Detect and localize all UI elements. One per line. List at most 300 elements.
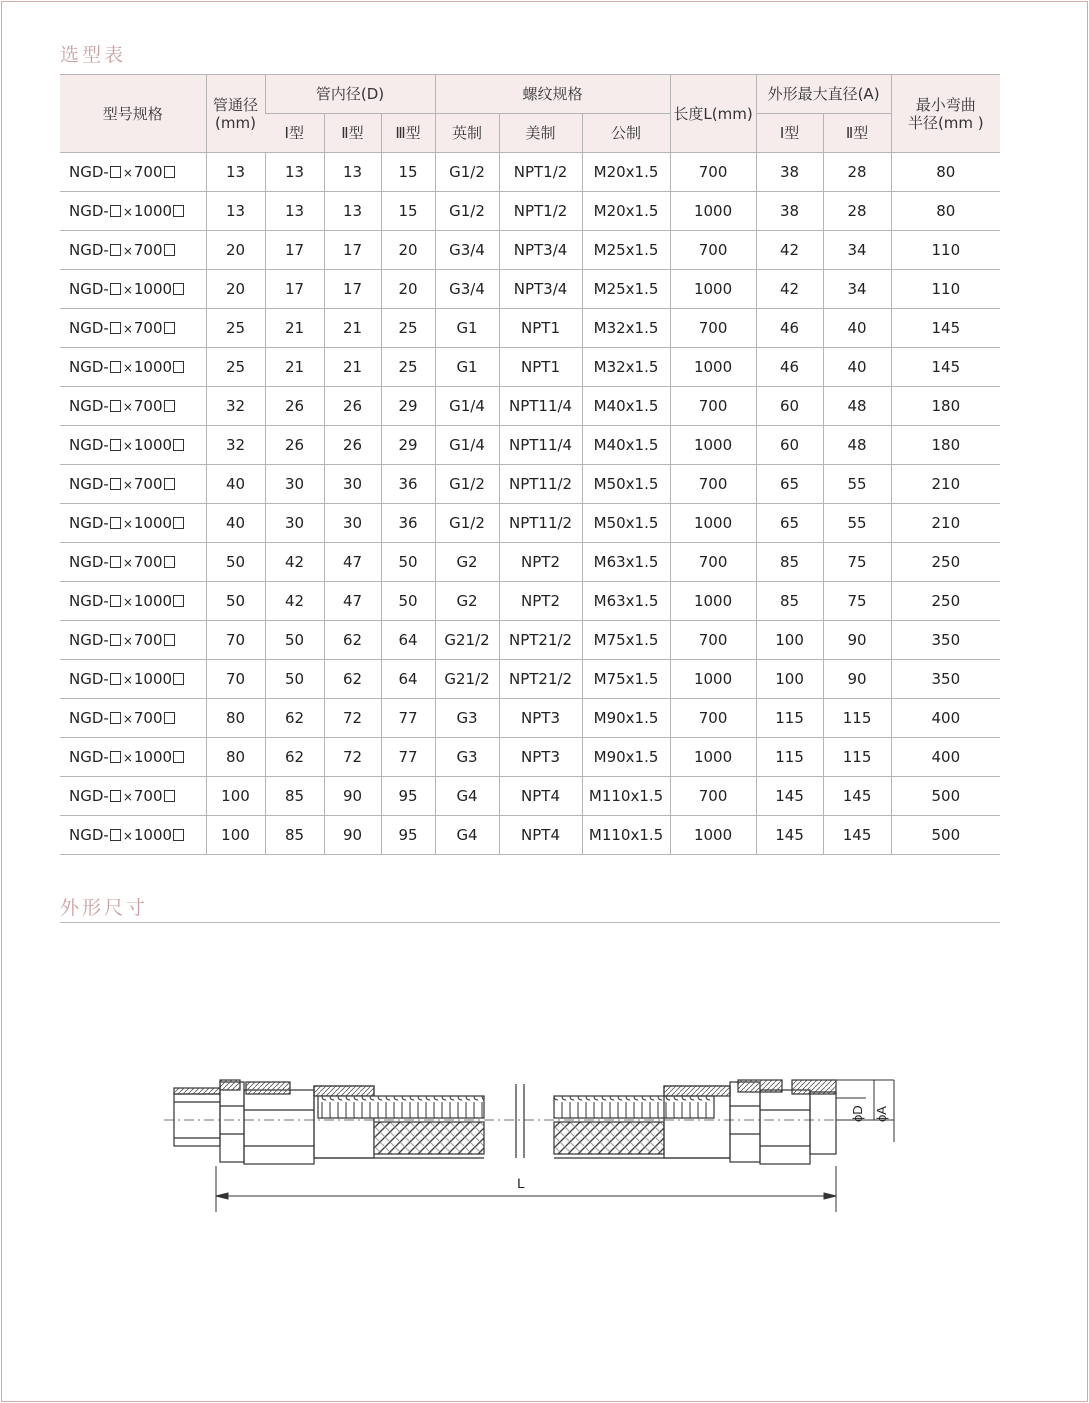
model-cell — [60, 426, 206, 465]
model-length-code: 1000 — [133, 280, 173, 298]
model-prefix: NGD- — [69, 202, 109, 220]
american-cell: NPT11/4 — [499, 426, 582, 465]
model-length-code: 700 — [133, 163, 163, 181]
model-length-code: 700 — [133, 709, 163, 727]
table-row — [60, 582, 1000, 621]
blank-box — [173, 439, 184, 451]
blank-box — [110, 322, 121, 334]
a1-cell: 42 — [756, 231, 823, 270]
a2-cell: 115 — [823, 699, 891, 738]
model-prefix: NGD- — [69, 397, 109, 415]
model-prefix: NGD- — [69, 787, 109, 805]
blank-box — [164, 634, 175, 646]
a2-cell: 145 — [823, 777, 891, 816]
times-sign: × — [122, 517, 133, 531]
metric-cell: M110x1.5 — [582, 777, 670, 816]
model-cell — [60, 231, 206, 270]
model-cell — [60, 816, 206, 855]
d1-cell: 42 — [265, 582, 324, 621]
american-cell: NPT21/2 — [499, 660, 582, 699]
d1-cell: 21 — [265, 348, 324, 387]
d2-cell: 26 — [324, 387, 381, 426]
model-cell — [60, 465, 206, 504]
length-cell: 1000 — [670, 192, 756, 231]
bend-cell: 110 — [891, 270, 1000, 309]
blank-box — [110, 361, 121, 373]
d3-cell: 20 — [381, 270, 435, 309]
length-label: L — [517, 1175, 525, 1191]
table-row — [60, 348, 1000, 387]
times-sign: × — [122, 400, 133, 414]
blank-box — [110, 712, 121, 724]
a2-cell: 90 — [823, 660, 891, 699]
blank-box — [164, 322, 175, 334]
metric-cell: M25x1.5 — [582, 231, 670, 270]
model-length-code: 1000 — [133, 358, 173, 376]
table-row — [60, 777, 1000, 816]
header-thread-american: 美制 — [499, 114, 582, 153]
bore-cell: 70 — [206, 621, 265, 660]
d3-cell: 36 — [381, 504, 435, 543]
british-cell: G2 — [435, 543, 499, 582]
metric-cell: M25x1.5 — [582, 270, 670, 309]
times-sign: × — [122, 790, 133, 804]
british-cell: G1/4 — [435, 387, 499, 426]
model-length-code: 700 — [133, 241, 163, 259]
header-thread-british: 英制 — [435, 114, 499, 153]
bend-cell: 500 — [891, 816, 1000, 855]
d2-cell: 13 — [324, 192, 381, 231]
outer-diameter-label: ϕA — [874, 1106, 889, 1122]
model-prefix: NGD- — [69, 319, 109, 337]
blank-box — [173, 517, 184, 529]
model-length-code: 700 — [133, 631, 163, 649]
blank-box — [173, 361, 184, 373]
model-length-code: 700 — [133, 319, 163, 337]
blank-box — [110, 205, 121, 217]
model-length-code: 1000 — [133, 826, 173, 844]
table-row — [60, 621, 1000, 660]
blank-box — [173, 751, 184, 763]
metric-cell: M40x1.5 — [582, 426, 670, 465]
blank-box — [110, 244, 121, 256]
a1-cell: 65 — [756, 465, 823, 504]
bend-cell: 350 — [891, 660, 1000, 699]
bore-cell: 40 — [206, 504, 265, 543]
american-cell: NPT2 — [499, 543, 582, 582]
british-cell: G3/4 — [435, 231, 499, 270]
hose-right-assembly — [554, 1080, 836, 1164]
d3-cell: 64 — [381, 621, 435, 660]
length-cell: 1000 — [670, 816, 756, 855]
a1-cell: 46 — [756, 309, 823, 348]
a1-cell: 85 — [756, 543, 823, 582]
blank-box — [173, 673, 184, 685]
a2-cell: 75 — [823, 582, 891, 621]
times-sign: × — [122, 205, 133, 219]
header-model: 型号规格 — [60, 75, 206, 153]
model-length-code: 1000 — [133, 592, 173, 610]
bore-cell: 32 — [206, 426, 265, 465]
table-row — [60, 699, 1000, 738]
a1-cell: 115 — [756, 699, 823, 738]
length-cell: 700 — [670, 309, 756, 348]
d3-cell: 36 — [381, 465, 435, 504]
blank-box — [110, 439, 121, 451]
model-prefix: NGD- — [69, 631, 109, 649]
a1-cell: 115 — [756, 738, 823, 777]
bore-cell: 25 — [206, 348, 265, 387]
a2-cell: 75 — [823, 543, 891, 582]
table-row — [60, 270, 1000, 309]
british-cell: G3 — [435, 738, 499, 777]
blank-box — [164, 478, 175, 490]
american-cell: NPT3/4 — [499, 270, 582, 309]
american-cell: NPT1/2 — [499, 153, 582, 192]
model-length-code: 1000 — [133, 436, 173, 454]
length-cell: 1000 — [670, 660, 756, 699]
a1-cell: 60 — [756, 387, 823, 426]
bore-cell: 32 — [206, 387, 265, 426]
blank-box — [110, 400, 121, 412]
length-cell: 1000 — [670, 348, 756, 387]
blank-box — [110, 634, 121, 646]
table-row — [60, 192, 1000, 231]
a2-cell: 48 — [823, 426, 891, 465]
blank-box — [164, 712, 175, 724]
header-outer-diameter: 外形最大直径(A) — [756, 75, 891, 114]
d3-cell: 25 — [381, 348, 435, 387]
length-cell: 700 — [670, 699, 756, 738]
a1-cell: 145 — [756, 816, 823, 855]
american-cell: NPT1 — [499, 348, 582, 387]
times-sign: × — [122, 712, 133, 726]
times-sign: × — [122, 244, 133, 258]
blank-box — [110, 517, 121, 529]
d2-cell: 72 — [324, 699, 381, 738]
a1-cell: 65 — [756, 504, 823, 543]
d1-cell: 17 — [265, 231, 324, 270]
american-cell: NPT3 — [499, 738, 582, 777]
d2-cell: 90 — [324, 777, 381, 816]
d3-cell: 50 — [381, 582, 435, 621]
model-cell — [60, 309, 206, 348]
length-cell: 700 — [670, 387, 756, 426]
model-cell — [60, 621, 206, 660]
d2-cell: 62 — [324, 621, 381, 660]
bend-cell: 180 — [891, 387, 1000, 426]
length-cell: 700 — [670, 543, 756, 582]
d1-cell: 50 — [265, 621, 324, 660]
metric-cell: M90x1.5 — [582, 699, 670, 738]
american-cell: NPT3/4 — [499, 231, 582, 270]
model-cell — [60, 348, 206, 387]
table-row — [60, 504, 1000, 543]
model-prefix: NGD- — [69, 553, 109, 571]
header-inner-diameter: 管内径(D) — [265, 75, 435, 114]
british-cell: G3/4 — [435, 270, 499, 309]
selection-table-body — [60, 153, 1000, 855]
length-cell: 1000 — [670, 504, 756, 543]
length-cell: 700 — [670, 153, 756, 192]
a2-cell: 28 — [823, 192, 891, 231]
bend-cell: 250 — [891, 582, 1000, 621]
blank-box — [164, 244, 175, 256]
d1-cell: 26 — [265, 387, 324, 426]
model-cell — [60, 777, 206, 816]
blank-box — [173, 829, 184, 841]
bend-cell: 110 — [891, 231, 1000, 270]
d1-cell: 50 — [265, 660, 324, 699]
blank-box — [173, 205, 184, 217]
a1-cell: 42 — [756, 270, 823, 309]
header-inner-type3: Ⅲ型 — [381, 114, 435, 153]
a1-cell: 46 — [756, 348, 823, 387]
model-cell — [60, 660, 206, 699]
model-length-code: 1000 — [133, 202, 173, 220]
d1-cell: 85 — [265, 816, 324, 855]
british-cell: G1/2 — [435, 504, 499, 543]
blank-box — [110, 673, 121, 685]
bore-cell: 20 — [206, 231, 265, 270]
times-sign: × — [122, 595, 133, 609]
blank-box — [110, 283, 121, 295]
d3-cell: 64 — [381, 660, 435, 699]
british-cell: G3 — [435, 699, 499, 738]
a1-cell: 100 — [756, 621, 823, 660]
d3-cell: 95 — [381, 777, 435, 816]
length-cell: 700 — [670, 465, 756, 504]
d3-cell: 29 — [381, 387, 435, 426]
blank-box — [164, 166, 175, 178]
table-row — [60, 738, 1000, 777]
blank-box — [110, 790, 121, 802]
d3-cell: 20 — [381, 231, 435, 270]
break-marks — [516, 1084, 524, 1158]
length-cell: 700 — [670, 231, 756, 270]
model-cell — [60, 270, 206, 309]
a2-cell: 28 — [823, 153, 891, 192]
model-cell — [60, 153, 206, 192]
british-cell: G1/2 — [435, 153, 499, 192]
d2-cell: 13 — [324, 153, 381, 192]
d3-cell: 29 — [381, 426, 435, 465]
metric-cell: M90x1.5 — [582, 738, 670, 777]
british-cell: G21/2 — [435, 660, 499, 699]
model-length-code: 700 — [133, 397, 163, 415]
metric-cell: M32x1.5 — [582, 309, 670, 348]
a2-cell: 34 — [823, 231, 891, 270]
bore-cell: 80 — [206, 699, 265, 738]
a2-cell: 40 — [823, 348, 891, 387]
d3-cell: 77 — [381, 738, 435, 777]
bore-cell: 20 — [206, 270, 265, 309]
model-prefix: NGD- — [69, 709, 109, 727]
dimensions-title: 外形尺寸 — [60, 897, 149, 919]
american-cell: NPT11/2 — [499, 465, 582, 504]
british-cell: G4 — [435, 777, 499, 816]
metric-cell: M32x1.5 — [582, 348, 670, 387]
header-bore: 管通径 (mm) — [206, 75, 265, 153]
d2-cell: 47 — [324, 543, 381, 582]
selection-table-title: 选型表 — [60, 44, 127, 66]
times-sign: × — [122, 322, 133, 336]
dimensions-divider — [60, 922, 1000, 923]
model-prefix: NGD- — [69, 748, 109, 766]
bend-cell: 400 — [891, 738, 1000, 777]
blank-box — [110, 478, 121, 490]
a2-cell: 34 — [823, 270, 891, 309]
table-row — [60, 426, 1000, 465]
a2-cell: 48 — [823, 387, 891, 426]
metric-cell: M63x1.5 — [582, 582, 670, 621]
header-inner-type2: Ⅱ型 — [324, 114, 381, 153]
table-row — [60, 309, 1000, 348]
model-length-code: 1000 — [133, 748, 173, 766]
inner-diameter-label: ϕD — [850, 1105, 865, 1122]
d3-cell: 95 — [381, 816, 435, 855]
metric-cell: M20x1.5 — [582, 192, 670, 231]
d1-cell: 26 — [265, 426, 324, 465]
d2-cell: 17 — [324, 231, 381, 270]
bore-cell: 100 — [206, 816, 265, 855]
british-cell: G1/4 — [435, 426, 499, 465]
bore-cell: 70 — [206, 660, 265, 699]
a2-cell: 55 — [823, 504, 891, 543]
blank-box — [110, 556, 121, 568]
d1-cell: 13 — [265, 192, 324, 231]
bend-cell: 400 — [891, 699, 1000, 738]
blank-box — [173, 595, 184, 607]
metric-cell: M110x1.5 — [582, 816, 670, 855]
d2-cell: 90 — [324, 816, 381, 855]
metric-cell: M75x1.5 — [582, 660, 670, 699]
d1-cell: 85 — [265, 777, 324, 816]
times-sign: × — [122, 673, 133, 687]
bore-cell: 80 — [206, 738, 265, 777]
a2-cell: 90 — [823, 621, 891, 660]
d2-cell: 21 — [324, 348, 381, 387]
model-prefix: NGD- — [69, 436, 109, 454]
bend-cell: 180 — [891, 426, 1000, 465]
length-cell: 1000 — [670, 426, 756, 465]
d1-cell: 30 — [265, 504, 324, 543]
bend-cell: 80 — [891, 153, 1000, 192]
british-cell: G1 — [435, 348, 499, 387]
model-prefix: NGD- — [69, 358, 109, 376]
d1-cell: 30 — [265, 465, 324, 504]
american-cell: NPT21/2 — [499, 621, 582, 660]
bore-cell: 50 — [206, 582, 265, 621]
bend-cell: 250 — [891, 543, 1000, 582]
bend-cell: 210 — [891, 465, 1000, 504]
d3-cell: 25 — [381, 309, 435, 348]
model-cell — [60, 582, 206, 621]
model-length-code: 1000 — [133, 670, 173, 688]
model-prefix: NGD- — [69, 826, 109, 844]
bore-cell: 25 — [206, 309, 265, 348]
header-bend-radius: 最小弯曲 半径(mm ) — [891, 75, 1000, 153]
blank-box — [164, 400, 175, 412]
bore-cell: 40 — [206, 465, 265, 504]
length-cell: 700 — [670, 777, 756, 816]
bore-cell: 100 — [206, 777, 265, 816]
length-cell: 700 — [670, 621, 756, 660]
d2-cell: 30 — [324, 465, 381, 504]
d2-cell: 72 — [324, 738, 381, 777]
table-row — [60, 543, 1000, 582]
a2-cell: 40 — [823, 309, 891, 348]
model-prefix: NGD- — [69, 514, 109, 532]
d2-cell: 21 — [324, 309, 381, 348]
model-cell — [60, 387, 206, 426]
table-row — [60, 465, 1000, 504]
american-cell: NPT4 — [499, 777, 582, 816]
blank-box — [110, 595, 121, 607]
model-prefix: NGD- — [69, 280, 109, 298]
times-sign: × — [122, 166, 133, 180]
model-prefix: NGD- — [69, 670, 109, 688]
header-length: 长度L(mm) — [670, 75, 756, 153]
a2-cell: 55 — [823, 465, 891, 504]
model-prefix: NGD- — [69, 475, 109, 493]
a1-cell: 100 — [756, 660, 823, 699]
length-cell: 1000 — [670, 270, 756, 309]
bore-cell: 50 — [206, 543, 265, 582]
blank-box — [110, 751, 121, 763]
d2-cell: 26 — [324, 426, 381, 465]
american-cell: NPT11/4 — [499, 387, 582, 426]
bend-cell: 145 — [891, 309, 1000, 348]
metric-cell: M50x1.5 — [582, 465, 670, 504]
american-cell: NPT11/2 — [499, 504, 582, 543]
header-outer-type2: Ⅱ型 — [823, 114, 891, 153]
metric-cell: M20x1.5 — [582, 153, 670, 192]
model-prefix: NGD- — [69, 163, 109, 181]
table-row — [60, 660, 1000, 699]
british-cell: G2 — [435, 582, 499, 621]
d2-cell: 30 — [324, 504, 381, 543]
d1-cell: 17 — [265, 270, 324, 309]
bore-cell: 13 — [206, 153, 265, 192]
d2-cell: 62 — [324, 660, 381, 699]
d3-cell: 15 — [381, 192, 435, 231]
d1-cell: 42 — [265, 543, 324, 582]
bend-cell: 500 — [891, 777, 1000, 816]
model-length-code: 700 — [133, 553, 163, 571]
british-cell: G1 — [435, 309, 499, 348]
model-prefix: NGD- — [69, 241, 109, 259]
american-cell: NPT1 — [499, 309, 582, 348]
bend-cell: 80 — [891, 192, 1000, 231]
a1-cell: 145 — [756, 777, 823, 816]
metric-cell: M40x1.5 — [582, 387, 670, 426]
hose-dimension-drawing — [150, 1062, 900, 1217]
times-sign: × — [122, 478, 133, 492]
times-sign: × — [122, 829, 133, 843]
american-cell: NPT4 — [499, 816, 582, 855]
length-cell: 1000 — [670, 582, 756, 621]
times-sign: × — [122, 439, 133, 453]
header-inner-type1: Ⅰ型 — [265, 114, 324, 153]
length-cell: 1000 — [670, 738, 756, 777]
a2-cell: 115 — [823, 738, 891, 777]
model-cell — [60, 192, 206, 231]
a1-cell: 60 — [756, 426, 823, 465]
bend-cell: 145 — [891, 348, 1000, 387]
metric-cell: M50x1.5 — [582, 504, 670, 543]
header-outer-type1: Ⅰ型 — [756, 114, 823, 153]
